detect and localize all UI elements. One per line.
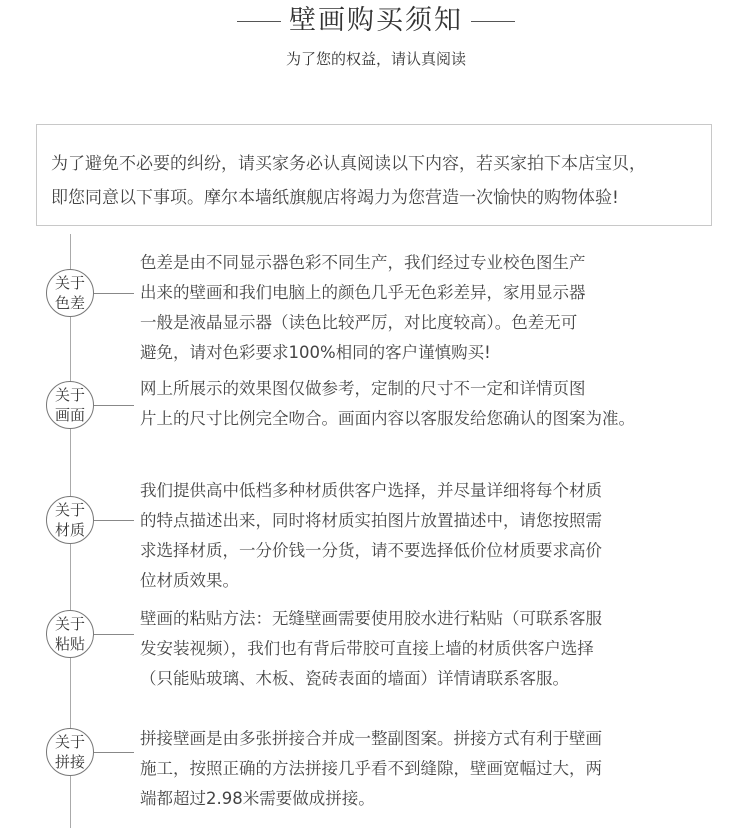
item-line: 的特点描述出来，同时将材质实拍图片放置描述中，请您按照需 bbox=[140, 511, 602, 530]
title-divider-left bbox=[237, 21, 281, 22]
badge-color-difference bbox=[46, 269, 94, 317]
item-line: 端都超过2.98米需要做成拼接。 bbox=[140, 789, 375, 808]
item-text bbox=[140, 248, 730, 368]
badge-label-bottom: 粘贴 bbox=[54, 635, 85, 653]
item-line: 片上的尺寸比例完全吻合。画面内容以客服发给您确认的图案为准。 bbox=[140, 409, 635, 428]
item-line: 出来的壁画和我们电脑上的颜色几乎无色彩差异，家用显示器 bbox=[140, 283, 586, 302]
badge-connector bbox=[94, 520, 134, 521]
badge-label-bottom: 拼接 bbox=[54, 753, 85, 771]
item-text bbox=[140, 604, 730, 694]
item-line: 拼接壁画是由多张拼接合并成一整副图案。拼接方式有利于壁画 bbox=[140, 729, 602, 748]
item-line: 网上所展示的效果图仅做参考，定制的尺寸不一定和详情页图 bbox=[140, 379, 586, 398]
item-line: （只能贴玻璃、木板、瓷砖表面的墙面）详情请联系客服。 bbox=[140, 669, 569, 688]
badge-label-bottom: 材质 bbox=[54, 521, 85, 539]
item-text bbox=[140, 374, 730, 434]
badge-label-bottom: 画面 bbox=[54, 406, 85, 424]
badge-label-top: 关于 bbox=[54, 386, 85, 404]
badge-material bbox=[46, 496, 94, 544]
item-line: 色差是由不同显示器色彩不同生产，我们经过专业校色图生产 bbox=[140, 253, 586, 272]
badge-label-top: 关于 bbox=[54, 501, 85, 519]
item-text bbox=[140, 724, 730, 814]
badge-connector bbox=[94, 634, 134, 635]
item-line: 避免，请对色彩要求100%相同的客户谨慎购买! bbox=[140, 343, 491, 362]
badge-label-top: 关于 bbox=[54, 733, 85, 751]
badge-splicing bbox=[46, 728, 94, 776]
item-line: 发安装视频），我们也有背后带胶可直接上墙的材质供客户选择 bbox=[140, 639, 594, 658]
badge-label-bottom: 色差 bbox=[54, 294, 85, 312]
item-line: 求选择材质，一分价钱一分货，请不要选择低价位材质要求高价 bbox=[140, 541, 602, 560]
badge-label-top: 关于 bbox=[54, 274, 85, 292]
item-text bbox=[140, 476, 730, 596]
notice-line: 即您同意以下事项。摩尔本墙纸旗舰店将竭力为您营造一次愉快的购物体验! bbox=[51, 188, 619, 208]
page-title: 壁画购买须知 bbox=[289, 5, 463, 36]
badge-picture bbox=[46, 381, 94, 429]
item-line: 壁画的粘贴方法：无缝壁画需要使用胶水进行粘贴（可联系客服 bbox=[140, 609, 602, 628]
badge-connector bbox=[94, 405, 134, 406]
notice-box bbox=[36, 124, 712, 226]
item-line: 我们提供高中低档多种材质供客户选择，并尽量详细将每个材质 bbox=[140, 481, 602, 500]
badge-label-top: 关于 bbox=[54, 615, 85, 633]
item-line: 位材质效果。 bbox=[140, 571, 239, 590]
badge-connector bbox=[94, 752, 134, 753]
page-subtitle: 为了您的权益，请认真阅读 bbox=[285, 50, 466, 68]
badge-connector bbox=[94, 293, 134, 294]
badge-pasting bbox=[46, 610, 94, 658]
notice-line: 为了避免不必要的纠纷，请买家务必认真阅读以下内容，若买家拍下本店宝贝， bbox=[51, 154, 646, 174]
title-divider-right bbox=[471, 21, 515, 22]
title-wrap bbox=[0, 4, 752, 38]
item-line: 一般是液晶显示器（读色比较严厉，对比度较高）。色差无可 bbox=[140, 313, 578, 332]
item-line: 施工，按照正确的方法拼接几乎看不到缝隙，壁画宽幅过大，两 bbox=[140, 759, 602, 778]
page-header bbox=[0, 0, 752, 80]
